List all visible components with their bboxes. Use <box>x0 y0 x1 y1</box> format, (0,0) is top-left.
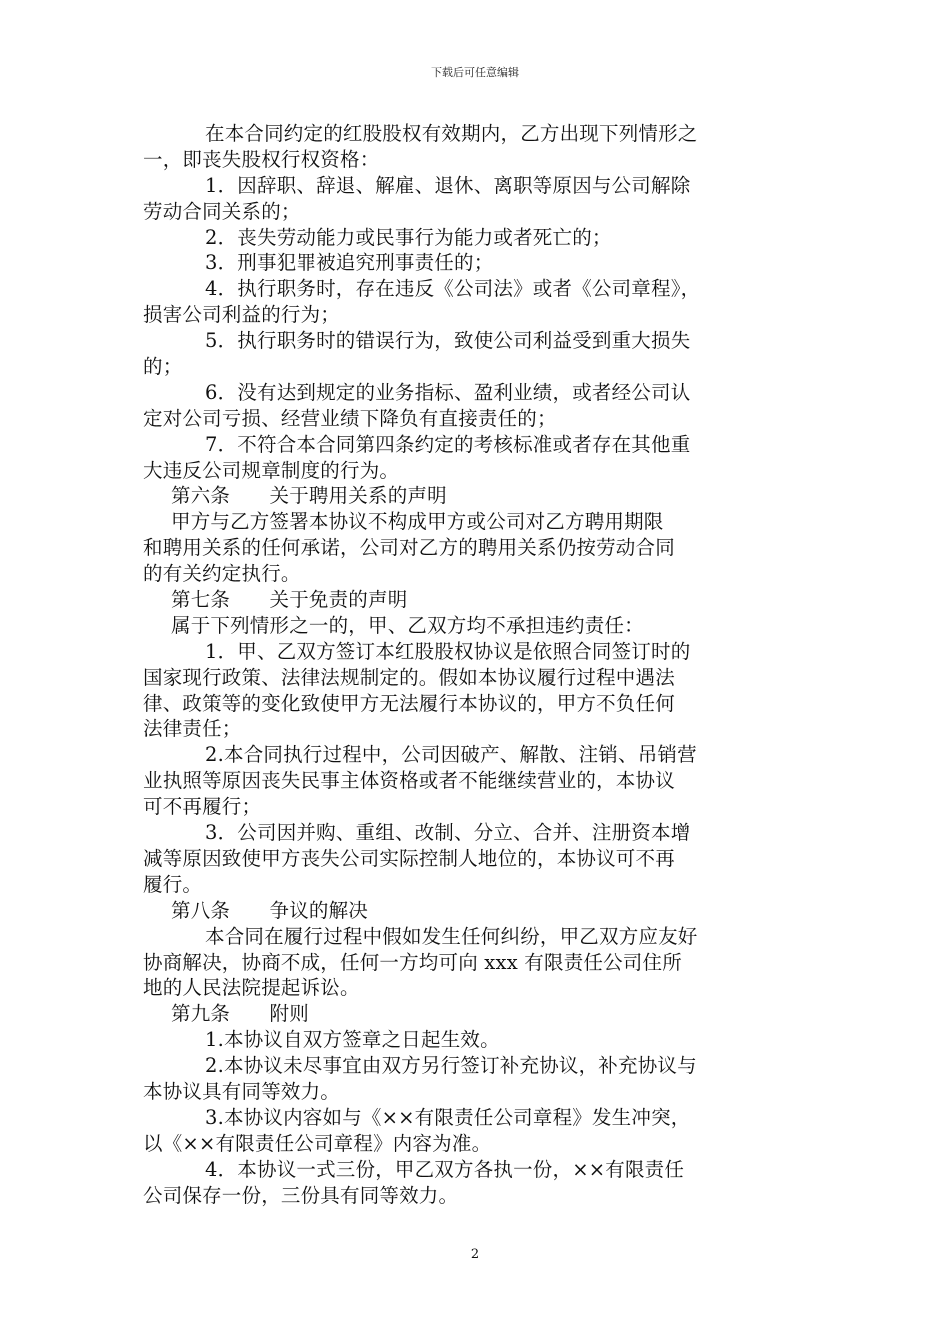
text-line: 可不再履行； <box>143 795 262 819</box>
text-line: 本合同在履行过程中假如发生任何纠纷，甲乙双方应友好 <box>205 924 698 948</box>
text-line: 第八条 争议的解决 <box>171 898 369 922</box>
text-line: 损害公司利益的行为； <box>143 303 341 327</box>
text-line: 第七条 关于免责的声明 <box>171 588 408 612</box>
text-line: 本协议具有同等效力。 <box>143 1079 341 1103</box>
text-line: 一，即丧失股权行权资格： <box>143 147 380 171</box>
text-line: 4．本协议一式三份，甲乙双方各执一份，××有限责任 <box>205 1157 685 1181</box>
text-line: 地的人民法院提起诉讼。 <box>143 976 360 1000</box>
text-line: 3.本协议内容如与《××有限责任公司章程》发生冲突， <box>205 1105 691 1129</box>
text-line: 定对公司亏损、经营业绩下降负有直接责任的； <box>143 406 557 430</box>
text-line: 以《××有限责任公司章程》内容为准。 <box>143 1131 492 1155</box>
text-line: 协商解决，协商不成，任何一方均可向 xxx 有限责任公司住所 <box>143 950 682 974</box>
text-line: 3．刑事犯罪被追究刑事责任的； <box>205 251 494 275</box>
page-number: 2 <box>470 1247 480 1262</box>
text-line: 减等原因致使甲方丧失公司实际控制人地位的，本协议可不再 <box>143 846 675 870</box>
text-line: 律、政策等的变化致使甲方无法履行本协议的，甲方不负任何 <box>143 691 675 715</box>
text-line: 3．公司因并购、重组、改制、分立、合并、注册资本增 <box>205 821 691 845</box>
text-line: 和聘用关系的任何承诺，公司对乙方的聘用关系仍按劳动合同 <box>143 536 675 560</box>
text-line: 国家现行政策、法律法规制定的。假如本协议履行过程中遇法 <box>143 665 675 689</box>
text-line: 的； <box>143 355 183 379</box>
text-line: 2.本协议未尽事宜由双方另行签订补充协议，补充协议与 <box>205 1054 697 1078</box>
text-line: 4．执行职务时，存在违反《公司法》或者《公司章程》， <box>205 277 701 301</box>
text-line: 的有关约定执行。 <box>143 562 301 586</box>
text-line: 在本合同约定的红股股权有效期内，乙方出现下列情形之 <box>205 122 698 145</box>
text-line: 大违反公司规章制度的行为。 <box>143 458 400 482</box>
text-line: 公司保存一份，三份具有同等效力。 <box>143 1183 459 1207</box>
text-line: 1．因辞职、辞退、解雇、退休、离职等原因与公司解除 <box>205 173 691 197</box>
text-line: 第九条 附则 <box>171 1002 309 1026</box>
text-line: 履行。 <box>143 872 203 896</box>
text-line: 2.本合同执行过程中，公司因破产、解散、注销、吊销营 <box>205 743 697 767</box>
page-header-note: 下载后可任意编辑 <box>431 66 519 79</box>
text-line: 属于下列情形之一的，甲、乙双方均不承担违约责任： <box>171 613 644 637</box>
text-line: 1.本协议自双方签章之日起生效。 <box>205 1028 500 1052</box>
text-line: 甲方与乙方签署本协议不构成甲方或公司对乙方聘用期限 <box>171 510 664 534</box>
text-line: 2．丧失劳动能力或民事行为能力或者死亡的； <box>205 225 612 249</box>
text-line: 法律责任； <box>143 717 242 741</box>
text-line: 业执照等原因丧失民事主体资格或者不能继续营业的，本协议 <box>143 769 675 793</box>
text-line: 第六条 关于聘用关系的声明 <box>171 484 447 508</box>
text-line: 1．甲、乙双方签订本红股股权协议是依照合同签订时的 <box>205 639 691 663</box>
text-line: 劳动合同关系的； <box>143 199 301 223</box>
text-line: 5．执行职务时的错误行为，致使公司利益受到重大损失 <box>205 329 691 353</box>
text-line: 6．没有达到规定的业务指标、盈利业绩，或者经公司认 <box>205 380 691 404</box>
document-body <box>143 121 807 1208</box>
text-line: 7．不符合本合同第四条约定的考核标准或者存在其他重 <box>205 432 691 456</box>
